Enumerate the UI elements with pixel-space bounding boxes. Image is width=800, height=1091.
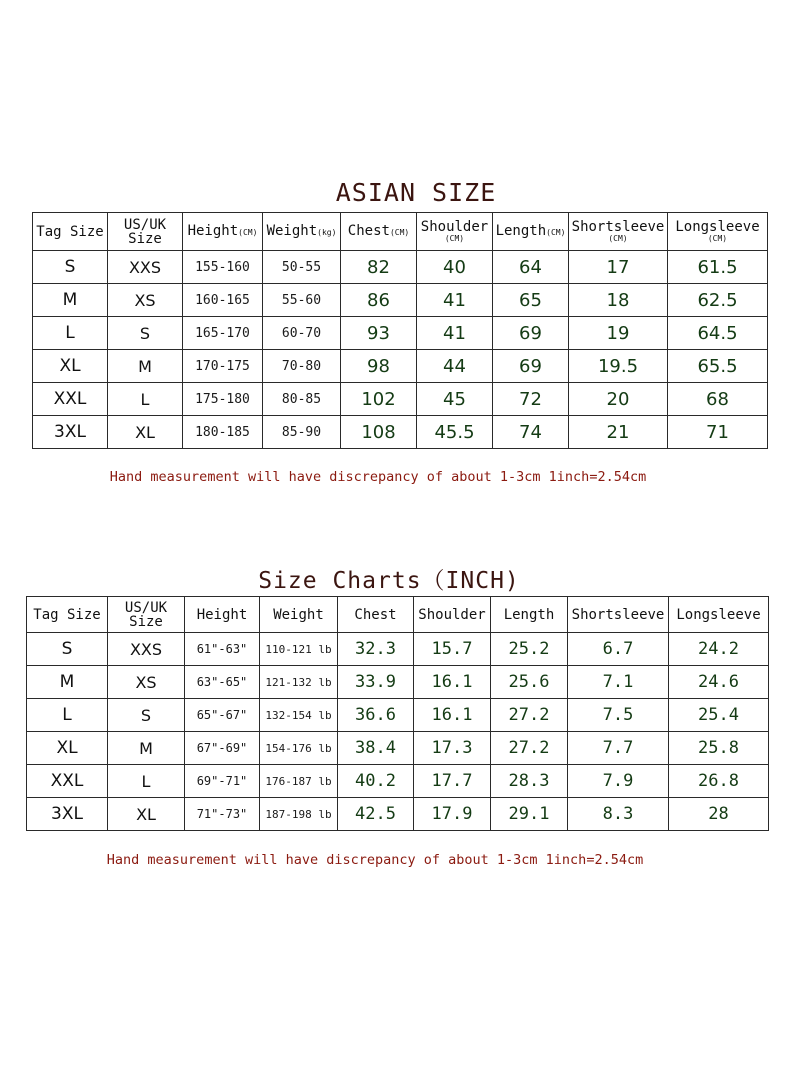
cell-shoulder: 40 [417, 251, 493, 284]
table-row [27, 798, 769, 831]
cell-longsleeve: 24.6 [669, 666, 769, 699]
cell-height: 160-165 [183, 284, 263, 317]
cell-chest: 38.4 [338, 732, 414, 765]
cell-height: 63"-65" [185, 666, 260, 699]
cell-tag-size: XXL [27, 765, 108, 798]
cell-longsleeve: 65.5 [668, 350, 768, 383]
cell-tag-size: XXL [33, 383, 108, 416]
header-tag-size: Tag Size [33, 213, 108, 251]
cell-height: 180-185 [183, 416, 263, 449]
header-chest [341, 213, 417, 251]
cell-shortsleeve: 8.3 [568, 798, 669, 831]
table-row [33, 416, 768, 449]
cell-weight: 110-121 lb [260, 633, 338, 666]
cell-chest: 102 [341, 383, 417, 416]
cell-shortsleeve: 19.5 [569, 350, 668, 383]
header-us-uk-size [108, 597, 185, 633]
cell-shoulder: 17.3 [414, 732, 491, 765]
header-longsleeve [668, 213, 768, 251]
cell-longsleeve: 25.8 [669, 732, 769, 765]
cell-longsleeve: 71 [668, 416, 768, 449]
header-shoulder-unit: (CM) [444, 234, 465, 243]
cell-shoulder: 16.1 [414, 699, 491, 732]
cell-height: 67"-69" [185, 732, 260, 765]
cell-chest: 86 [341, 284, 417, 317]
cell-tag-size: S [33, 251, 108, 284]
cell-weight: 80-85 [263, 383, 341, 416]
cell-tag-size: L [27, 699, 108, 732]
table-header-row [27, 597, 769, 633]
cell-shoulder: 16.1 [414, 666, 491, 699]
cell-shoulder: 17.9 [414, 798, 491, 831]
cell-us-uk-size: L [108, 383, 183, 416]
cell-shortsleeve: 6.7 [568, 633, 669, 666]
header-height-unit: (CM) [238, 227, 258, 237]
header-height: Height [185, 597, 260, 633]
cell-shortsleeve: 7.5 [568, 699, 669, 732]
cell-us-uk-size: XXS [108, 251, 183, 284]
cell-shoulder: 41 [417, 317, 493, 350]
cell-us-uk-size: S [108, 317, 183, 350]
table-row [33, 284, 768, 317]
cell-length: 25.6 [491, 666, 568, 699]
header-length [493, 213, 569, 251]
cell-longsleeve: 61.5 [668, 251, 768, 284]
cell-us-uk-size: S [108, 699, 185, 732]
header-height [183, 213, 263, 251]
cell-weight: 70-80 [263, 350, 341, 383]
cell-tag-size: M [27, 666, 108, 699]
header-shoulder: Shoulder [414, 597, 491, 633]
cell-shortsleeve: 18 [569, 284, 668, 317]
cell-us-uk-size: M [108, 732, 185, 765]
cell-weight: 176-187 lb [260, 765, 338, 798]
table-row [27, 699, 769, 732]
cell-us-uk-size: XS [108, 666, 185, 699]
cell-length: 69 [493, 350, 569, 383]
header-us-uk-line1: US/UK [124, 599, 168, 616]
measurement-note: Hand measurement will have discrepancy of about 1-3cm 1inch=2.54cm [106, 852, 644, 868]
cell-longsleeve: 26.8 [669, 765, 769, 798]
cell-chest: 42.5 [338, 798, 414, 831]
inch-size-title: Size Charts（INCH) [258, 568, 520, 594]
cell-weight: 132-154 lb [260, 699, 338, 732]
cell-chest: 98 [341, 350, 417, 383]
cell-height: 165-170 [183, 317, 263, 350]
header-length-label: Length [495, 222, 547, 239]
cell-length: 69 [493, 317, 569, 350]
cell-tag-size: XL [33, 350, 108, 383]
cell-shortsleeve: 7.9 [568, 765, 669, 798]
header-chest-unit: (CM) [389, 227, 410, 237]
cell-weight: 187-198 lb [260, 798, 338, 831]
cell-us-uk-size: XS [108, 284, 183, 317]
cell-height: 69"-71" [185, 765, 260, 798]
header-chest-label: Chest [347, 222, 390, 239]
header-us-uk-line1: US/UK [123, 216, 167, 233]
table-row [27, 765, 769, 798]
cell-length: 64 [493, 251, 569, 284]
cell-shortsleeve: 17 [569, 251, 668, 284]
cell-us-uk-size: L [108, 765, 185, 798]
cell-longsleeve: 62.5 [668, 284, 768, 317]
cell-height: 170-175 [183, 350, 263, 383]
cell-tag-size: M [33, 284, 108, 317]
cell-longsleeve: 64.5 [668, 317, 768, 350]
cell-weight: 154-176 lb [260, 732, 338, 765]
cell-weight: 60-70 [263, 317, 341, 350]
header-shortsleeve: Shortsleeve [568, 597, 669, 633]
cell-shoulder: 45.5 [417, 416, 493, 449]
cell-height: 61"-63" [185, 633, 260, 666]
cell-shoulder: 44 [417, 350, 493, 383]
cell-chest: 40.2 [338, 765, 414, 798]
cell-shoulder: 41 [417, 284, 493, 317]
header-us-uk-line2: Size [129, 613, 163, 630]
cell-shoulder: 45 [417, 383, 493, 416]
cell-shoulder: 17.7 [414, 765, 491, 798]
cell-us-uk-size: XL [108, 798, 185, 831]
cell-shortsleeve: 21 [569, 416, 668, 449]
cell-weight: 85-90 [263, 416, 341, 449]
header-tag-size: Tag Size [27, 597, 108, 633]
cell-height: 155-160 [183, 251, 263, 284]
cell-length: 74 [493, 416, 569, 449]
cell-chest: 108 [341, 416, 417, 449]
header-weight [263, 213, 341, 251]
cell-longsleeve: 24.2 [669, 633, 769, 666]
cell-shortsleeve: 7.7 [568, 732, 669, 765]
cell-height: 65"-67" [185, 699, 260, 732]
cell-tag-size: 3XL [27, 798, 108, 831]
header-weight-unit: (kg) [317, 227, 337, 237]
cell-chest: 82 [341, 251, 417, 284]
table-row [33, 251, 768, 284]
header-us-uk-size [108, 213, 183, 251]
header-longsleeve-unit: (CM) [707, 234, 728, 243]
cell-shortsleeve: 19 [569, 317, 668, 350]
header-height-label: Height [187, 222, 239, 239]
cell-length: 27.2 [491, 732, 568, 765]
cell-us-uk-size: M [108, 350, 183, 383]
cell-length: 72 [493, 383, 569, 416]
table-row [33, 350, 768, 383]
header-longsleeve: Longsleeve [669, 597, 769, 633]
cell-length: 25.2 [491, 633, 568, 666]
cell-shortsleeve: 7.1 [568, 666, 669, 699]
table-row [27, 732, 769, 765]
cell-chest: 33.9 [338, 666, 414, 699]
header-shortsleeve-label: Shortsleeve [571, 219, 665, 235]
cell-longsleeve: 68 [668, 383, 768, 416]
table-row [27, 633, 769, 666]
header-shortsleeve [569, 213, 668, 251]
cell-length: 27.2 [491, 699, 568, 732]
cell-us-uk-size: XXS [108, 633, 185, 666]
table-row [27, 666, 769, 699]
cell-chest: 93 [341, 317, 417, 350]
cell-tag-size: XL [27, 732, 108, 765]
header-chest: Chest [338, 597, 414, 633]
asian-size-title: ASIAN SIZE [335, 178, 497, 207]
inch-size-table [26, 596, 769, 831]
cell-length: 29.1 [491, 798, 568, 831]
cell-longsleeve: 28 [669, 798, 769, 831]
header-length-unit: (CM) [546, 227, 566, 237]
cell-height: 175-180 [183, 383, 263, 416]
cell-chest: 36.6 [338, 699, 414, 732]
header-longsleeve-label: Longsleeve [675, 219, 760, 235]
header-us-uk-line2: Size [128, 230, 162, 247]
table-row [33, 383, 768, 416]
cell-height: 71"-73" [185, 798, 260, 831]
header-weight: Weight [260, 597, 338, 633]
cell-chest: 32.3 [338, 633, 414, 666]
cell-us-uk-size: XL [108, 416, 183, 449]
header-shoulder-label: Shoulder [420, 219, 489, 235]
cell-shoulder: 15.7 [414, 633, 491, 666]
header-length: Length [491, 597, 568, 633]
cell-tag-size: L [33, 317, 108, 350]
asian-size-table [32, 212, 768, 449]
cell-tag-size: 3XL [33, 416, 108, 449]
cell-shortsleeve: 20 [569, 383, 668, 416]
header-shoulder [417, 213, 493, 251]
cell-weight: 50-55 [263, 251, 341, 284]
measurement-note: Hand measurement will have discrepancy of about 1-3cm 1inch=2.54cm [109, 469, 647, 485]
table-header-row [33, 213, 768, 251]
cell-length: 28.3 [491, 765, 568, 798]
table-row [33, 317, 768, 350]
header-weight-label: Weight [266, 222, 318, 239]
cell-tag-size: S [27, 633, 108, 666]
cell-longsleeve: 25.4 [669, 699, 769, 732]
cell-weight: 55-60 [263, 284, 341, 317]
cell-length: 65 [493, 284, 569, 317]
cell-weight: 121-132 lb [260, 666, 338, 699]
header-shortsleeve-unit: (CM) [608, 234, 628, 243]
